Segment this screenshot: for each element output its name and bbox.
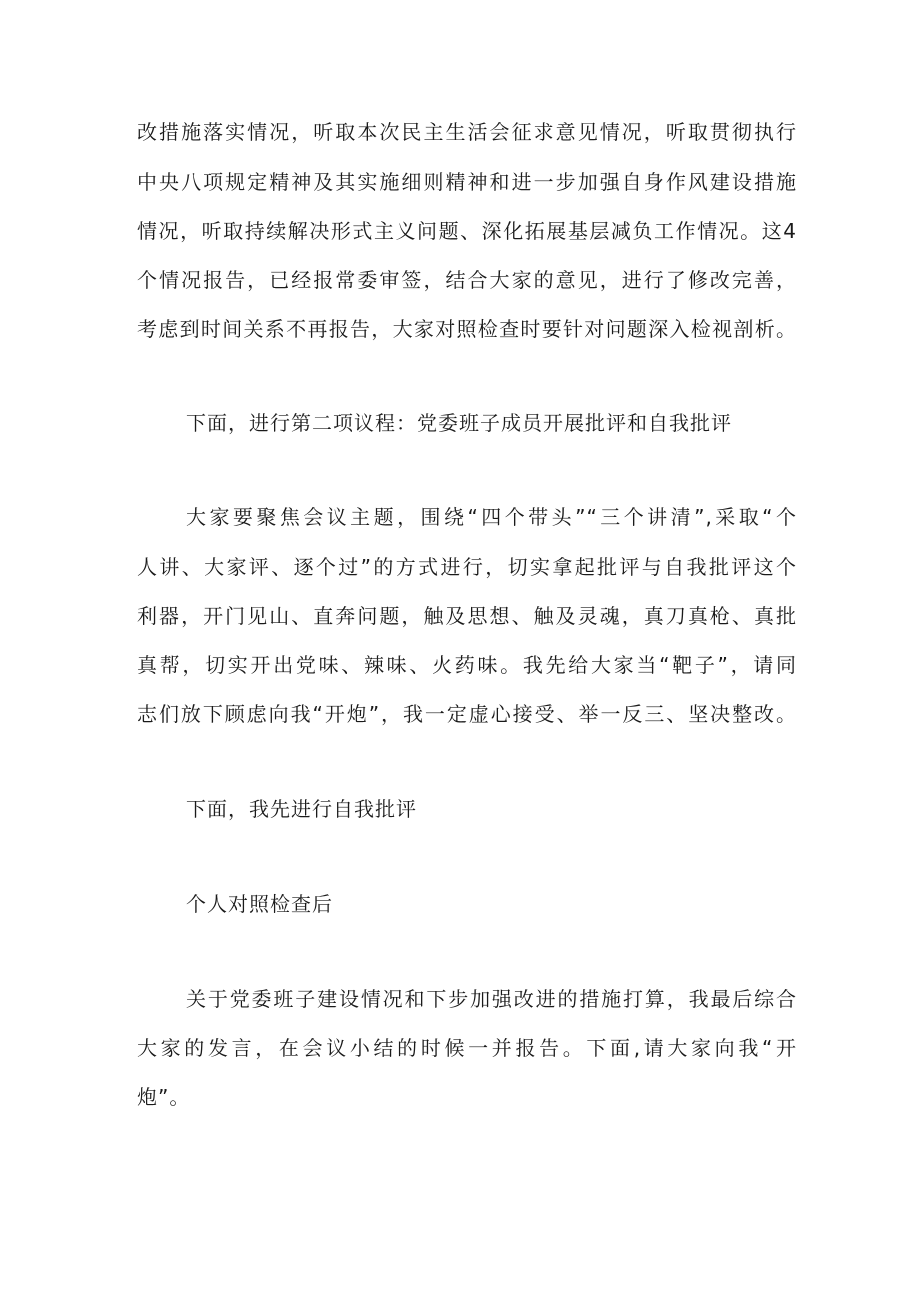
self-criticism-intro: 下面，我先进行自我批评	[186, 797, 417, 821]
paragraph-1-line-5: 考虑到时间关系不再报告，大家对照检查时要针对问题深入检视剖析。	[137, 317, 797, 341]
paragraph-1-line-2: 中央八项规定精神及其实施细则精神和进一步加强自身作风建设措施	[137, 170, 797, 194]
paragraph-2-line-4: 真帮，切实开出党味、辣味、火药味。我先给大家当“靶子”，请同	[137, 653, 797, 677]
paragraph-2-line-5: 志们放下顾虑向我“开炮”，我一定虚心接受、举一反三、坚决整改。	[137, 702, 797, 726]
paragraph-1-line-3: 情况，听取持续解决形式主义问题、深化拓展基层减负工作情况。这4	[137, 219, 797, 243]
agenda-item-2: 下面，进行第二项议程：党委班子成员开展批评和自我批评	[186, 411, 732, 435]
paragraph-3-line-2: 大家的发言，在会议小结的时候一并报告。下面,请大家向我“开	[137, 1036, 797, 1060]
paragraph-1-line-1: 改措施落实情况，听取本次民主生活会征求意见情况，听取贯彻执行	[137, 120, 797, 144]
paragraph-2-line-1: 大家要聚焦会议主题，围绕“四个带头”“三个讲清”,采取“个	[186, 505, 797, 529]
paragraph-2-line-3: 利器，开门见山、直奔问题，触及思想、触及灵魂，真刀真枪、真批	[137, 604, 797, 628]
after-individual-check: 个人对照检查后	[186, 892, 333, 916]
paragraph-3-line-3: 炮”。	[137, 1085, 191, 1109]
paragraph-1-line-4: 个情况报告，已经报常委审签，结合大家的意见，进行了修改完善，	[137, 268, 797, 292]
paragraph-3-line-1: 关于党委班子建设情况和下步加强改进的措施打算，我最后综合	[186, 987, 797, 1011]
paragraph-2-line-2: 人讲、大家评、逐个过”的方式进行，切实拿起批评与自我批评这个	[137, 555, 797, 579]
